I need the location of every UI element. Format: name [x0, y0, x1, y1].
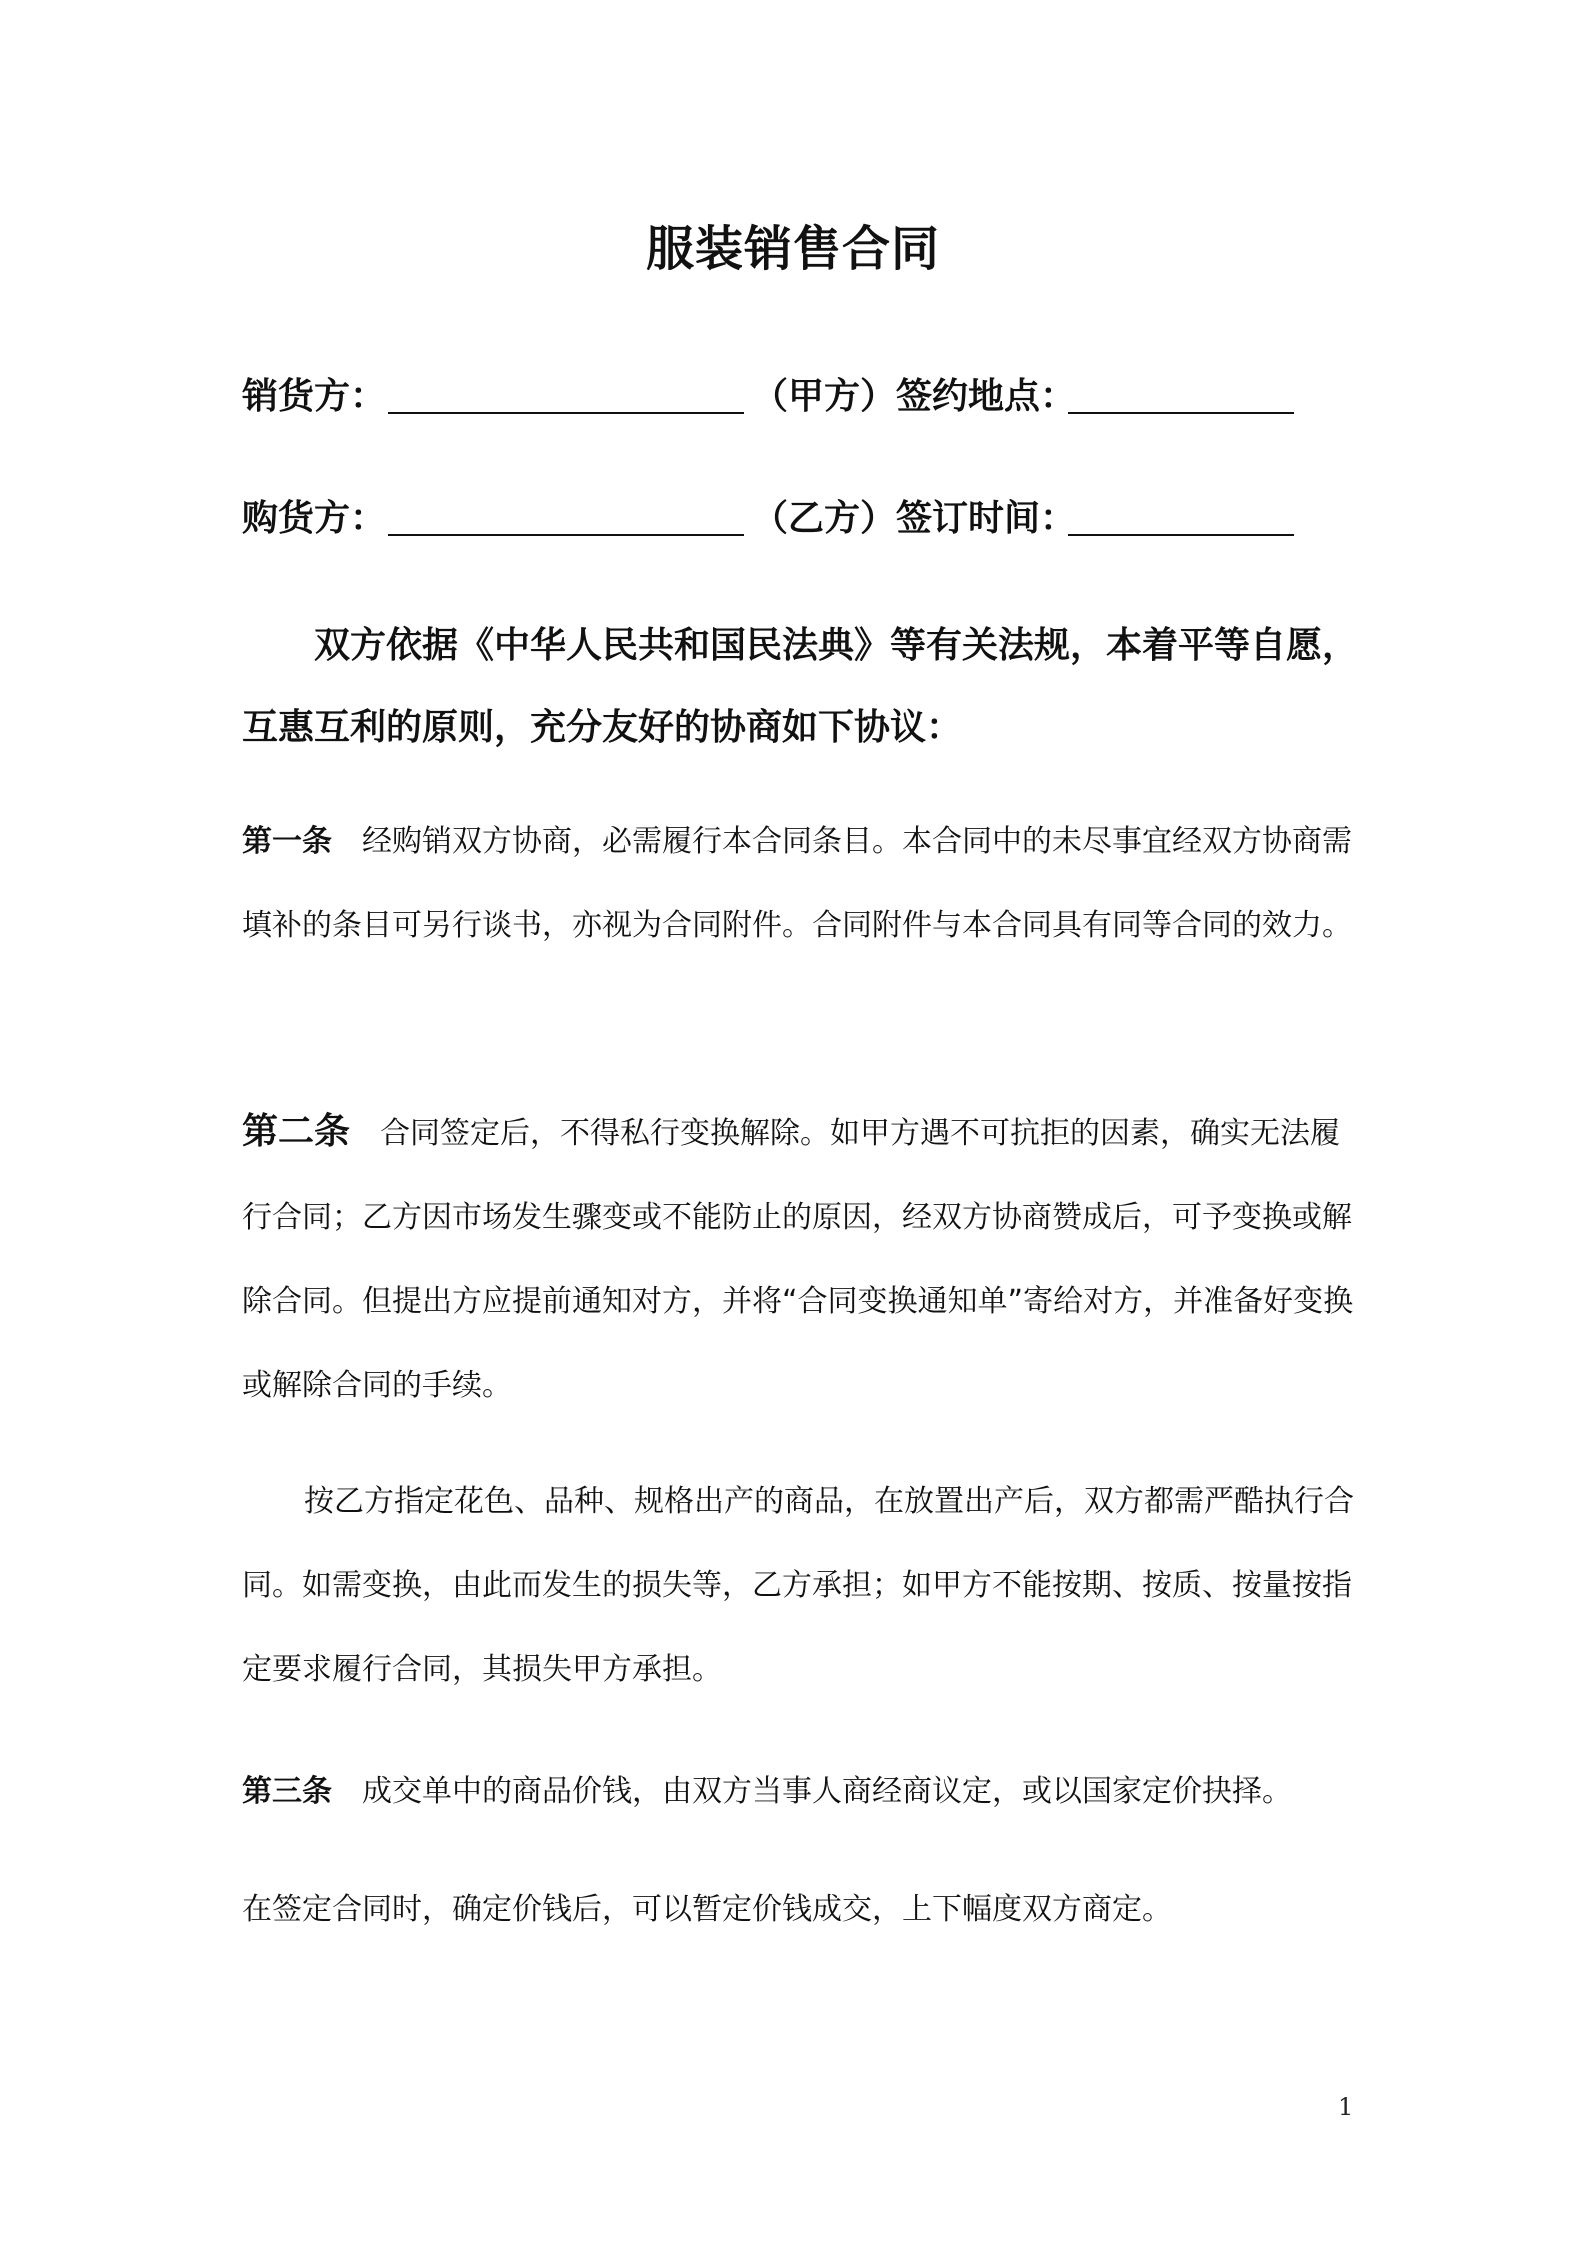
article-1-heading: 第一条 — [242, 824, 332, 859]
page-number: 1 — [1338, 2093, 1354, 2121]
document-title: 服装销售合同 — [645, 221, 940, 277]
seller-blank-line — [388, 412, 744, 414]
article-2 — [242, 1090, 1362, 1428]
article-3-heading: 第三条 — [242, 1774, 332, 1809]
article-2-continuation — [242, 1460, 1362, 1712]
article-3 — [242, 1750, 1362, 1834]
intro-text: 双方依据《中华人民共和国民法典》等有关法规，本着平等自愿，互惠互利的原则，充分友好的协商如下协议： — [242, 625, 1359, 748]
article-3-body: 成交单中的商品价钱，由双方当事人商经商议定，或以国家定价抉择。 — [362, 1774, 1292, 1809]
seller-row — [242, 360, 1362, 420]
buyer-row — [242, 482, 1362, 542]
article-3-continuation — [242, 1868, 1362, 1952]
buyer-blank-line — [388, 534, 744, 536]
signing-time-blank-line — [1068, 534, 1294, 536]
article-1-body: 经购销双方协商，必需履行本合同条目。本合同中的未尽事宜经双方协商需填补的条目可另行谈书，亦视为合同附件。合同附件与本合同具有同等合同的效力。 — [242, 824, 1352, 943]
seller-label: 销货方： — [242, 376, 387, 417]
signing-place-blank-line — [1068, 412, 1294, 414]
article-3-continuation-text: 在签定合同时，确定价钱后，可以暂定价钱成交，上下幅度双方商定。 — [242, 1892, 1172, 1927]
seller-role-label: （甲方）签约地点： — [752, 376, 1077, 417]
article-2-continuation-text: 按乙方指定花色、品种、规格出产的商品，在放置出产后，双方都需严酷执行合同。如需变换，由此而发生的损失等，乙方承担；如甲方不能按期、按质、按量按指定要求履行合同，其损失甲方承担。 — [242, 1484, 1354, 1687]
article-2-body: 合同签定后，不得私行变换解除。如甲方遇不可抗拒的因素，确实无法履行合同；乙方因市场发生骤变或不能防止的原因，经双方协商赞成后，可予变换或解除合同。但提出方应提前通知对方，并将“合同变换通知单”寄给对方，并准备好变换或解除合同的手续。 — [242, 1116, 1354, 1403]
article-1 — [242, 800, 1362, 968]
buyer-label: 购货方： — [242, 498, 387, 539]
buyer-role-label: （乙方）签订时间： — [752, 498, 1077, 539]
article-2-heading: 第二条 — [242, 1111, 351, 1152]
intro-paragraph — [242, 605, 1362, 769]
